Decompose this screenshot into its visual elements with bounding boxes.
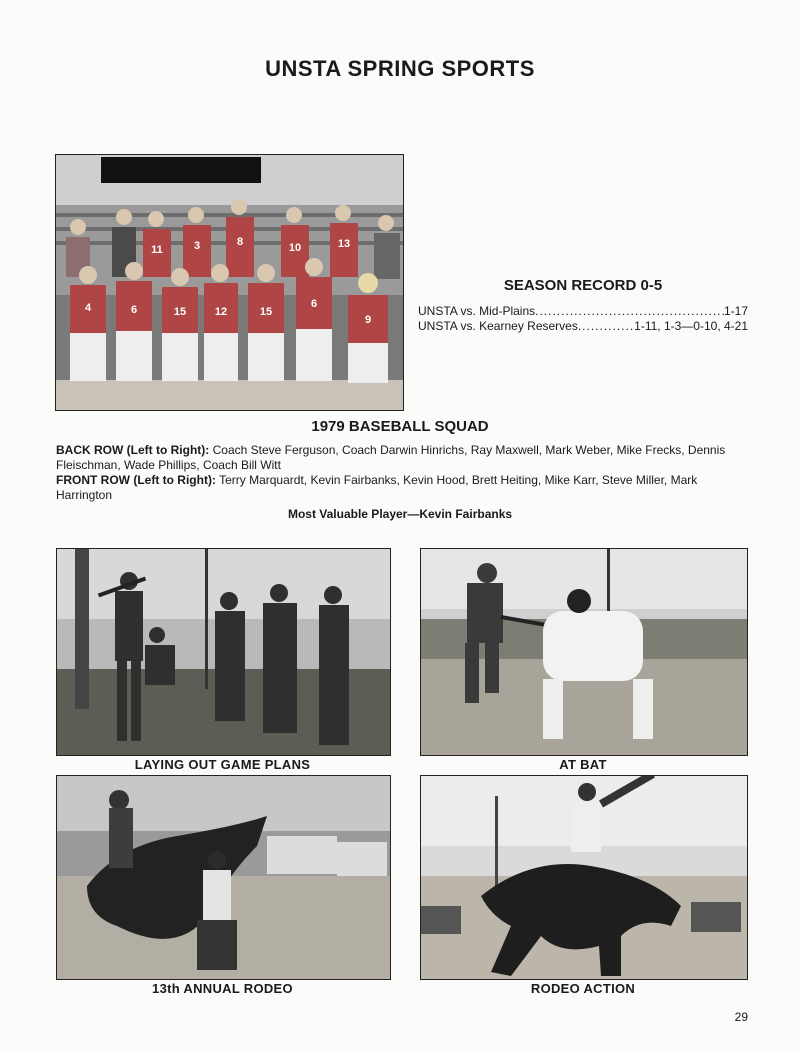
jersey-number: 15 (259, 306, 273, 318)
page-number: 29 (734, 1010, 748, 1024)
photo-caption: LAYING OUT GAME PLANS (134, 757, 311, 772)
at-bat-photo (420, 548, 748, 756)
jersey-number: 4 (84, 302, 92, 314)
mvp-line: Most Valuable Player—Kevin Fairbanks (287, 507, 513, 521)
jersey-number: 3 (193, 240, 201, 252)
season-game-row (418, 304, 748, 318)
rodeo-action-illustration (421, 776, 747, 979)
team-photo (55, 154, 404, 411)
rodeo-photo (56, 775, 391, 980)
game-plans-photo (56, 548, 391, 756)
rodeo-action-photo (420, 775, 748, 980)
leader-dots (578, 319, 634, 333)
rodeo-illustration (57, 776, 390, 979)
photo-caption: 13th ANNUAL RODEO (152, 981, 293, 996)
jersey-number: 15 (173, 306, 187, 318)
game-opponent: UNSTA vs. Kearney Reserves (418, 319, 578, 333)
jersey-number: 10 (288, 242, 302, 254)
front-row-names: Terry Marquardt, Kevin Fairbanks, Kevin Hood, Brett Heiting, Mike Karr, Steve Miller, Mark Harrington (56, 473, 698, 502)
photo-caption: AT BAT (559, 757, 607, 772)
game-score: 1-17 (723, 304, 748, 318)
front-row-line (56, 473, 748, 503)
jersey-number: 12 (214, 306, 228, 318)
jersey-number: 6 (310, 298, 318, 310)
jersey-number: 11 (151, 244, 163, 256)
jersey-number: 8 (236, 236, 244, 248)
jersey-number: 6 (130, 304, 138, 316)
game-score: 1-11, 1-3—0-10, 4-21 (634, 319, 748, 333)
leader-dots (535, 304, 724, 318)
front-row-label: FRONT ROW (Left to Right): (56, 473, 216, 487)
back-row-names: Coach Steve Ferguson, Coach Darwin Hinrichs, Ray Maxwell, Mark Weber, Mike Frecks, Dennis Fleischman, Wade Phillips, Coach Bill Witt (56, 443, 726, 472)
photo-caption: RODEO ACTION (530, 981, 636, 996)
squad-roster (56, 443, 748, 503)
game-plans-illustration (57, 549, 390, 755)
season-game-row (418, 319, 748, 333)
back-row-label: BACK ROW (Left to Right): (56, 443, 210, 457)
squad-title: 1979 BASEBALL SQUAD (311, 418, 489, 435)
at-bat-illustration (421, 549, 747, 755)
page-title: UNSTA SPRING SPORTS (265, 56, 535, 81)
team-photo-illustration (56, 155, 403, 410)
jersey-number: 13 (337, 238, 351, 250)
season-record-heading: SEASON RECORD 0-5 (503, 277, 663, 294)
back-row-line (56, 443, 748, 473)
jersey-number: 9 (364, 314, 372, 326)
game-opponent: UNSTA vs. Mid-Plains (418, 304, 536, 318)
